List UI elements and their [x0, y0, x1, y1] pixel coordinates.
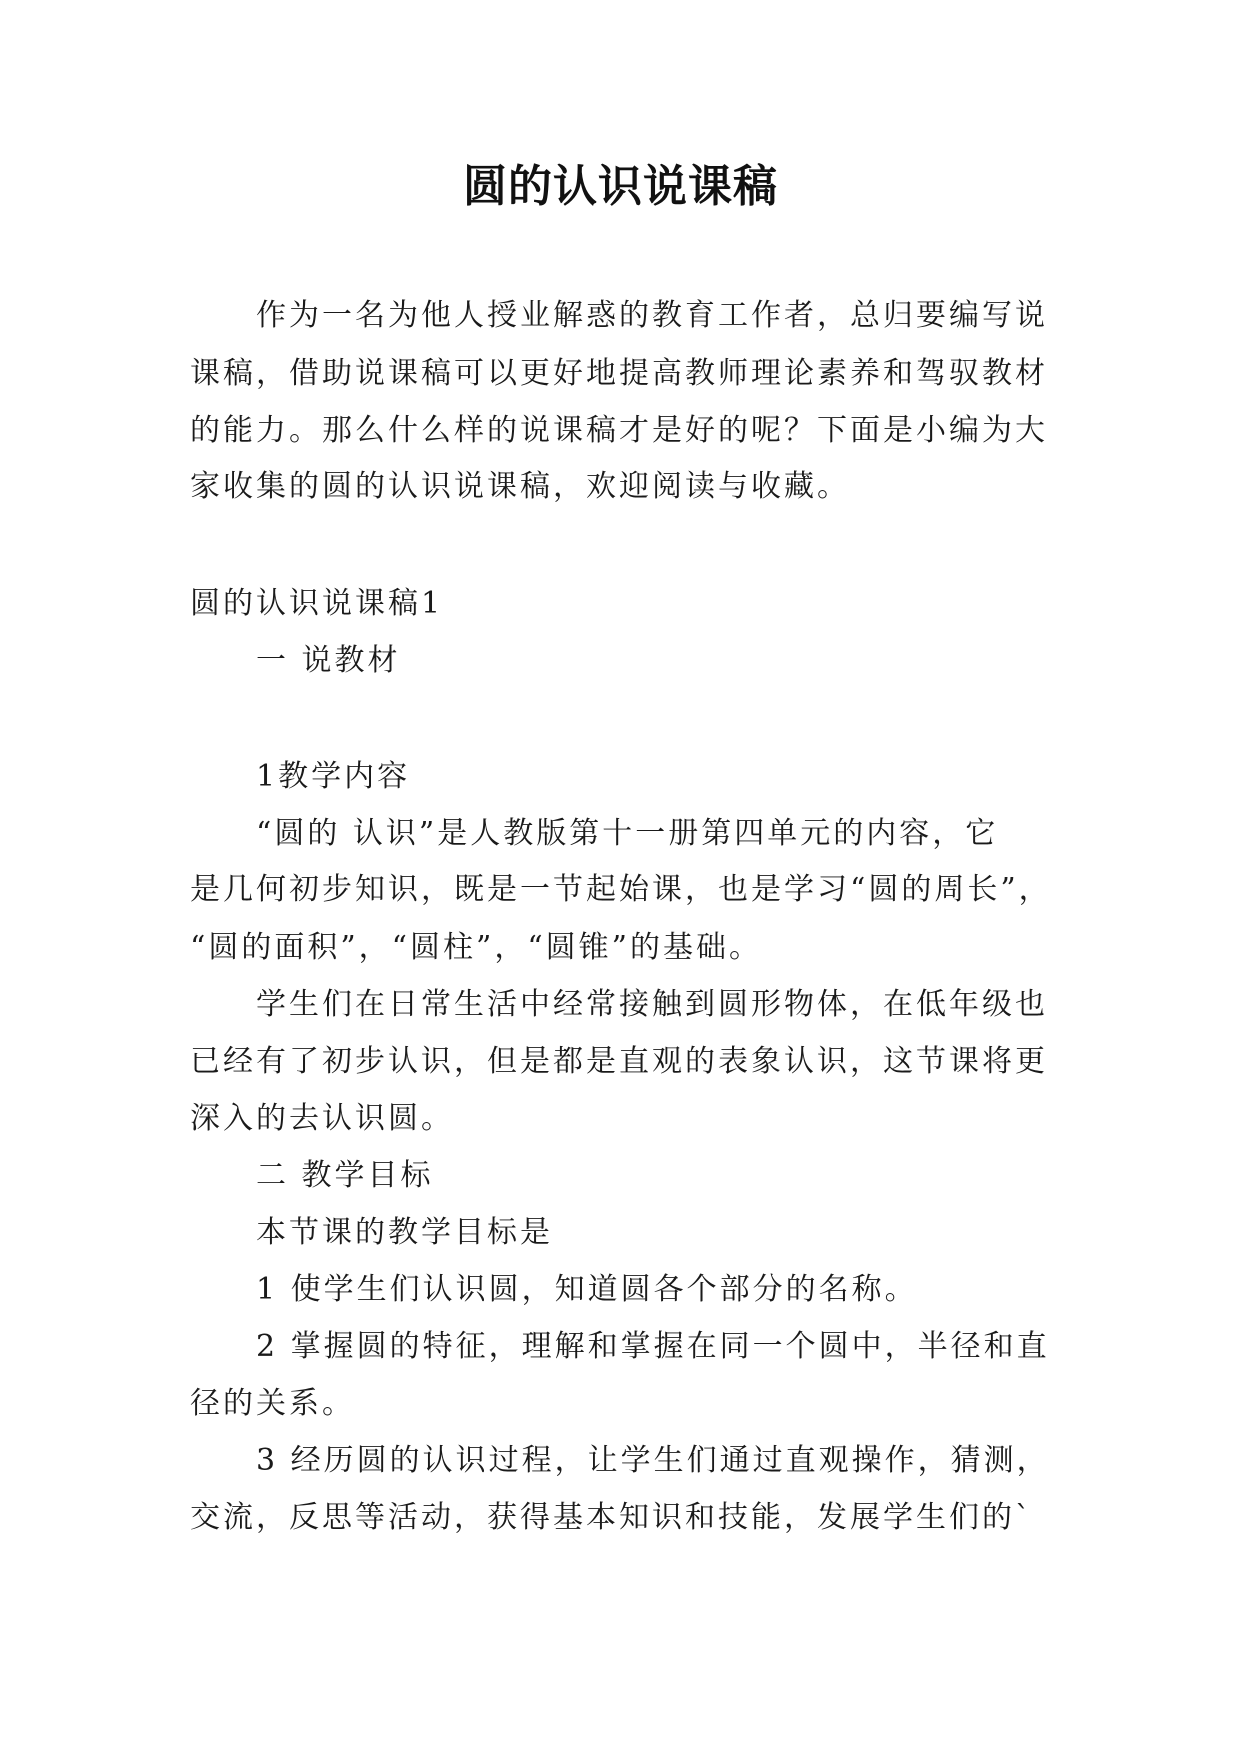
heading-textbook: 一 说教材	[256, 643, 401, 678]
goal-item-2: 2 掌握圆的特征，理解和掌握在同一个圆中，半径和直	[256, 1329, 1050, 1364]
goals-intro: 本节课的教学目标是	[256, 1215, 553, 1250]
heading-goals: 二 教学目标	[256, 1158, 434, 1193]
section-heading: 圆的认识说课稿1	[190, 586, 444, 621]
goal-item-3: 3 经历圆的认识过程，让学生们通过直观操作，猜测，	[256, 1443, 1050, 1478]
subheading-content: 1教学内容	[256, 759, 411, 794]
content-line-1: “圆的 认识”是人教版第十一册第四单元的内容，它	[256, 816, 999, 851]
intro-line-4: 家收集的圆的认识说课稿，欢迎阅读与收藏。	[190, 469, 850, 504]
goal-item-2-cont: 径的关系。	[190, 1386, 355, 1421]
content-line-2: 是几何初步知识，既是一节起始课，也是学习“圆的周长”，	[190, 872, 1052, 907]
content-line-6: 深入的去认识圆。	[190, 1101, 454, 1136]
document-title: 圆的认识说课稿	[463, 161, 778, 212]
content-line-4: 学生们在日常生活中经常接触到圆形物体，在低年级也	[256, 987, 1048, 1022]
content-line-3: “圆的面积”，“圆柱”，“圆锥”的基础。	[190, 930, 763, 965]
intro-line-1: 作为一名为他人授业解惑的教育工作者，总归要编写说	[256, 298, 1048, 333]
intro-line-2: 课稿，借助说课稿可以更好地提高教师理论素养和驾驭教材	[190, 356, 1048, 391]
content-line-5: 已经有了初步认识，但是都是直观的表象认识，这节课将更	[190, 1044, 1048, 1079]
intro-line-3: 的能力。那么什么样的说课稿才是好的呢？下面是小编为大	[190, 413, 1048, 448]
goal-item-3-cont: 交流，反思等活动，获得基本知识和技能，发展学生们的`	[190, 1500, 1033, 1535]
goal-item-1: 1 使学生们认识圆，知道圆各个部分的名称。	[256, 1272, 918, 1307]
